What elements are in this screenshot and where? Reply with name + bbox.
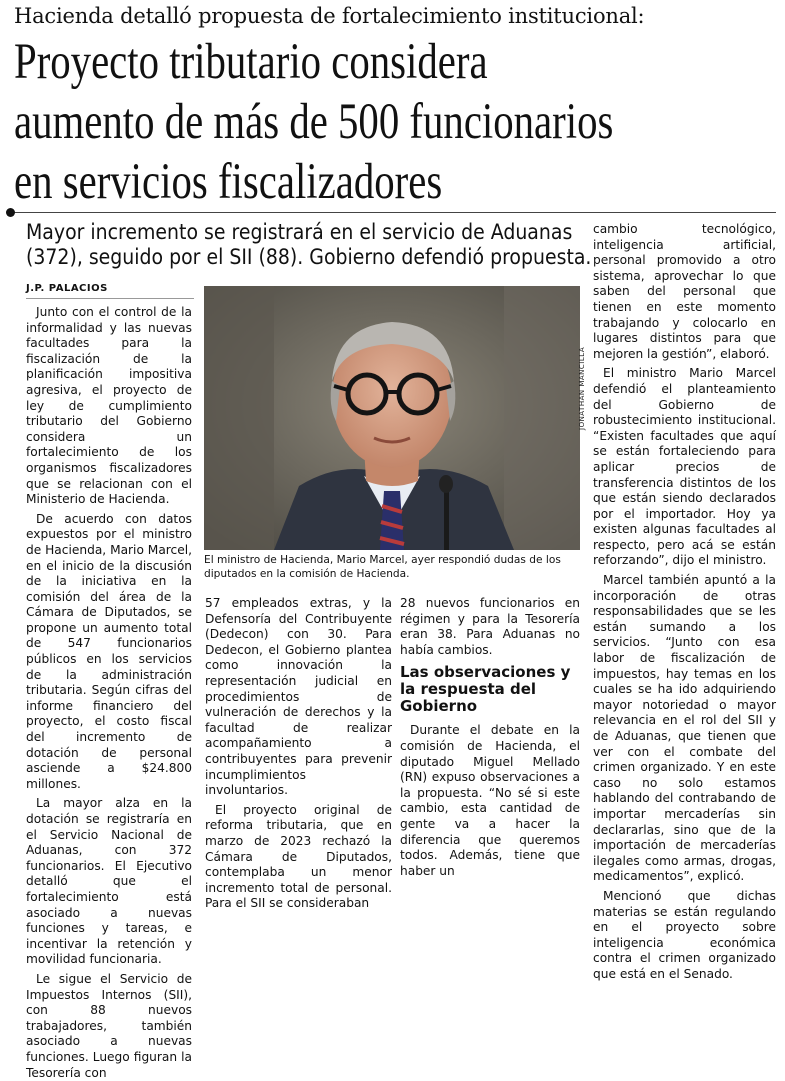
bullet-dot-icon bbox=[6, 208, 15, 217]
portrait-illustration bbox=[204, 286, 580, 550]
article-paragraph: La mayor alza en la dotación se registraría en el Servicio Nacional de Aduanas, con 372 funcionarios. El Ejecutivo detalló que el fortalecimiento está asociado a nuevas funciones y tareas, e incentivar la retención y movilidad funcionaria. bbox=[26, 796, 192, 967]
article-paragraph: Mencionó que dichas materias se están regulando en el proyecto sobre inteligencia económica contra el crimen organizado que está en el Senado. bbox=[593, 888, 776, 981]
subtitle-line: Mayor incremento se registrará en el servicio de Aduanas bbox=[26, 220, 573, 244]
article-paragraph: 57 empleados extras, y la Defensoría del Contribuyente (Dedecon) con 30. Para Dedecon, el Gobierno plantea como innovación la representación judicial en procedimientos de vulneración de derechos y la facultad de realizar acompañamiento a contribuyentes para prevenir incumplimientos involuntarios. bbox=[205, 596, 392, 798]
article-column-right bbox=[593, 222, 776, 981]
subtitle-line: (372), seguido por el SII (88). Gobierno defendió propuesta. bbox=[26, 245, 592, 269]
separator-rule bbox=[10, 212, 776, 213]
article-paragraph: De acuerdo con datos expuestos por el ministro de Hacienda, Mario Marcel, en el inicio de la discusión de la iniciativa en la comisión del área de la Cámara de Diputados, se propone un aumento total de 547 funcionarios públicos en los servicios de la administración tributaria. Según cifras del informe financiero del proyecto, el costo fiscal del incremento de dotación de personal asciende a $24.800 millones. bbox=[26, 511, 192, 791]
headline bbox=[14, 32, 630, 212]
byline-rule bbox=[26, 298, 194, 299]
article-paragraph: El proyecto original de reforma tributaria, que en marzo de 2023 rechazó la Cámara de Diputados, contemplaba un menor incremento total de personal. Para el SII se consideraban bbox=[205, 802, 392, 911]
photo-caption: El ministro de Hacienda, Mario Marcel, ayer respondió dudas de los diputados en la comisión de Hacienda. bbox=[204, 554, 561, 580]
article-paragraph: cambio tecnológico, inteligencia artificial, personal promovido a otro sistema, aprovechar lo que saben del personal que tienen en este momento trabajando y colocarlo en lugares distintos para que mejoren la gestión”, elaboró. bbox=[593, 222, 776, 361]
headline-line: en servicios fiscalizadores bbox=[14, 154, 443, 210]
headline-line: Proyecto tributario considera bbox=[14, 34, 488, 90]
subtitle bbox=[26, 220, 592, 270]
article-paragraph: Junto con el control de la informalidad y las nuevas facultades para la fiscalización de la planificación impositiva agresiva, el proyecto de ley de cumplimiento tributario del Gobierno considera un fortalecimiento de los organismos fiscalizadores que se relacionan con el Ministerio de Hacienda. bbox=[26, 305, 192, 507]
article-column-middle-right bbox=[400, 596, 580, 878]
photo-credit: JONATHAN MANCILLA bbox=[578, 346, 586, 430]
article-paragraph: El ministro Mario Marcel defendió el planteamiento del Gobierno de robustecimiento institucional. “Existen facultades que aquí se están fortaleciendo para aplicar precios de transferencia distintos de los que están siendo declarados por el importador. Hoy ya existen algunas facultades al respecto, pero acá se están reforzando”, dijo el ministro. bbox=[593, 366, 776, 568]
article-paragraph: 28 nuevos funcionarios en régimen y para la Tesorería eran 38. Para Aduanas no había cambios. bbox=[400, 596, 580, 657]
article-paragraph: Marcel también apuntó a la incorporación de otras responsabilidades que se les están sumando a los servicios. “Junto con esa labor de fiscalización de impuestos, hay temas en los cuales se ha ido adquiriendo mayor notoriedad o mayor relevancia en el rol del SII y de Aduanas, que tienen que ver con el combate del crimen organizado. Y en este caso no solo estamos hablando del contrabando de importar mercaderías sin declararlas, sino que de la importación de mercaderías ilegales como armas, drogas, medicamentos”, explicó. bbox=[593, 573, 776, 884]
byline: J.P. PALACIOS bbox=[26, 283, 108, 294]
headline-line: aumento de más de 500 funcionarios bbox=[14, 94, 614, 150]
article-paragraph: Durante el debate en la comisión de Hacienda, el diputado Miguel Mellado (RN) expuso observaciones a la propuesta. “No sé si este cambio, esta cantidad de gente va a hacer la diferencia que queremos todos. Además, tiene que haber un bbox=[400, 723, 580, 878]
article-paragraph: Le sigue el Servicio de Impuestos Internos (SII), con 88 nuevos trabajadores, también asociado a nuevas funciones. Luego figuran la Tesorería con bbox=[26, 971, 192, 1080]
kicker: Hacienda detalló propuesta de fortalecimiento institucional: bbox=[14, 4, 645, 28]
section-heading: Las observaciones y la respuesta del Gobierno bbox=[400, 663, 571, 716]
minister-photo bbox=[204, 286, 580, 550]
article-column-middle bbox=[205, 596, 392, 911]
article-column-left bbox=[26, 305, 192, 1080]
